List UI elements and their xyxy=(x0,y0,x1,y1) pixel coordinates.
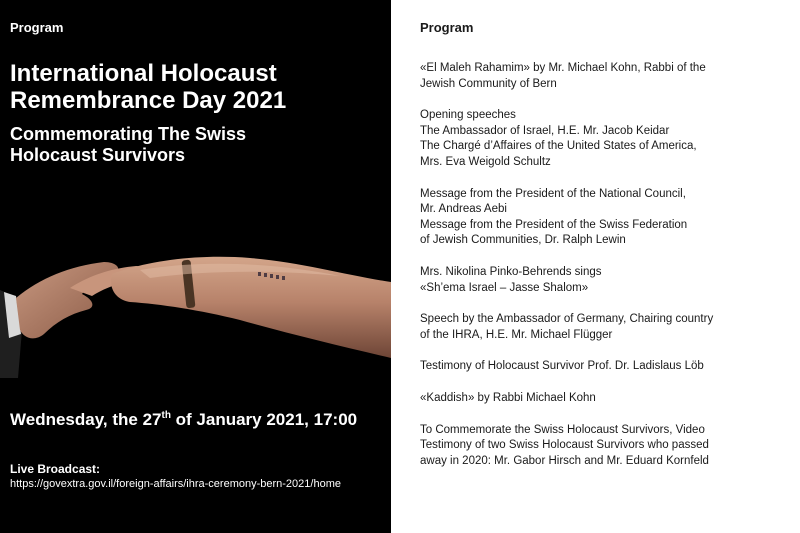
event-title-line-2: Remembrance Day 2021 xyxy=(10,87,287,114)
program-item-line: of Jewish Communities, Dr. Ralph Lewin xyxy=(420,234,626,247)
event-date-suffix: of January 2021, 17:00 xyxy=(170,410,358,429)
program-item xyxy=(420,187,750,249)
event-title xyxy=(10,60,385,114)
event-subtitle-line-2: Holocaust Survivors xyxy=(10,145,186,165)
program-heading: Program xyxy=(420,20,474,35)
event-subtitle-line-1: Commemorating The Swiss xyxy=(10,124,247,144)
event-title-line-1: International Holocaust xyxy=(10,60,277,87)
program-item-line: «Kaddish» by Rabbi Michael Kohn xyxy=(420,391,596,404)
program-list xyxy=(420,61,750,485)
program-panel xyxy=(391,0,800,533)
program-item-line: of the IHRA, H.E. Mr. Michael Flügger xyxy=(420,328,613,341)
program-item xyxy=(420,61,750,92)
program-item xyxy=(420,312,750,343)
program-item-line: To Commemorate the Swiss Holocaust Survivors, Video xyxy=(420,423,705,436)
program-item-line: Testimony of Holocaust Survivor Prof. Dr. Ladislaus Löb xyxy=(420,360,704,373)
program-item xyxy=(420,359,750,375)
program-item xyxy=(420,265,750,296)
program-item-line: «Sh’ema Israel – Jasse Shalom» xyxy=(420,281,589,294)
event-subtitle xyxy=(10,124,385,166)
event-date xyxy=(10,410,357,430)
program-item-line: Opening speeches xyxy=(420,109,516,122)
program-label: Program xyxy=(10,20,64,35)
program-item xyxy=(420,423,750,470)
program-item-line: Testimony of two Swiss Holocaust Survivors who passed xyxy=(420,439,709,452)
event-date-ordinal: th xyxy=(161,410,171,421)
program-item-line: Speech by the Ambassador of Germany, Chairing country xyxy=(420,313,714,326)
title-panel xyxy=(0,0,391,533)
program-item xyxy=(420,391,750,407)
program-item-line: Message from the President of the Swiss Federation xyxy=(420,218,688,231)
program-item xyxy=(420,108,750,170)
program-item-line: away in 2020: Mr. Gabor Hirsch and Mr. Eduard Kornfeld xyxy=(420,454,709,467)
program-item-line: The Ambassador of Israel, H.E. Mr. Jacob Keidar xyxy=(420,124,670,137)
program-item-line: Mrs. Eva Weigold Schultz xyxy=(420,155,551,168)
program-item-line: Mrs. Nikolina Pinko-Behrends sings xyxy=(420,265,602,278)
program-item-line: The Chargé d’Affaires of the United States of America, xyxy=(420,140,697,153)
live-broadcast-label: Live Broadcast: xyxy=(10,462,101,476)
program-item-line: Mr. Andreas Aebi xyxy=(420,203,507,216)
program-item-line: «El Maleh Rahamim» by Mr. Michael Kohn, Rabbi of the xyxy=(420,62,706,74)
program-item-line: Jewish Community of Bern xyxy=(420,77,557,90)
program-item-line: Message from the President of the National Council, xyxy=(420,187,686,200)
hands-photo xyxy=(0,238,391,378)
event-date-prefix: Wednesday, the 27 xyxy=(10,410,162,429)
live-broadcast-link[interactable]: https://govextra.gov.il/foreign-affairs/ihra-ceremony-bern-2021/home xyxy=(10,478,341,490)
